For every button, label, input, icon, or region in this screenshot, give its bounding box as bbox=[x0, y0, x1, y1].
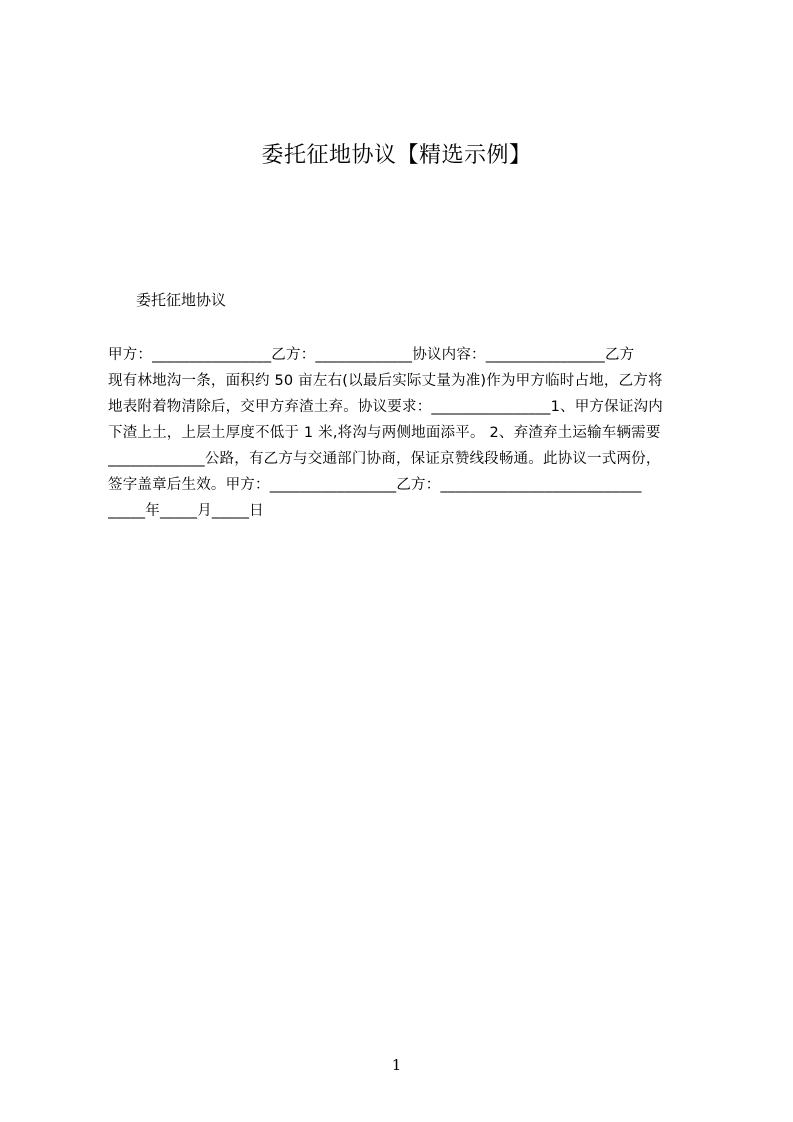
body-line: 现有林地沟一条，面积约 50 亩左右(以最后实际丈量为准)作为甲方临时占地，乙方将 bbox=[108, 373, 663, 389]
body-line: 地表附着物清除后，交甲方弃渣土弃。协议要求：________________1、甲方保证沟内 bbox=[108, 399, 663, 415]
body-line: 甲方：________________乙方：_____________协议内容：________________乙方 bbox=[108, 347, 635, 363]
page-number: 1 bbox=[391, 1056, 402, 1074]
page-title: 委托征地协议【精选示例】 bbox=[261, 143, 532, 168]
agreement-body bbox=[108, 342, 708, 532]
body-line: 下渣上土，上层土厚度不低于 1 米,将沟与两侧地面添平。 2、弃渣弃土运输车辆需要 bbox=[108, 425, 661, 441]
section-heading: 委托征地协议 bbox=[136, 291, 227, 309]
body-line: _____________公路，有乙方与交通部门协商，保证京赞线段畅通。此协议一式两份， bbox=[108, 451, 661, 467]
date-line: _____年_____月_____日 bbox=[108, 503, 264, 519]
body-line: 签字盖章后生效。甲方：_________________乙方：___________________________ bbox=[108, 477, 642, 493]
